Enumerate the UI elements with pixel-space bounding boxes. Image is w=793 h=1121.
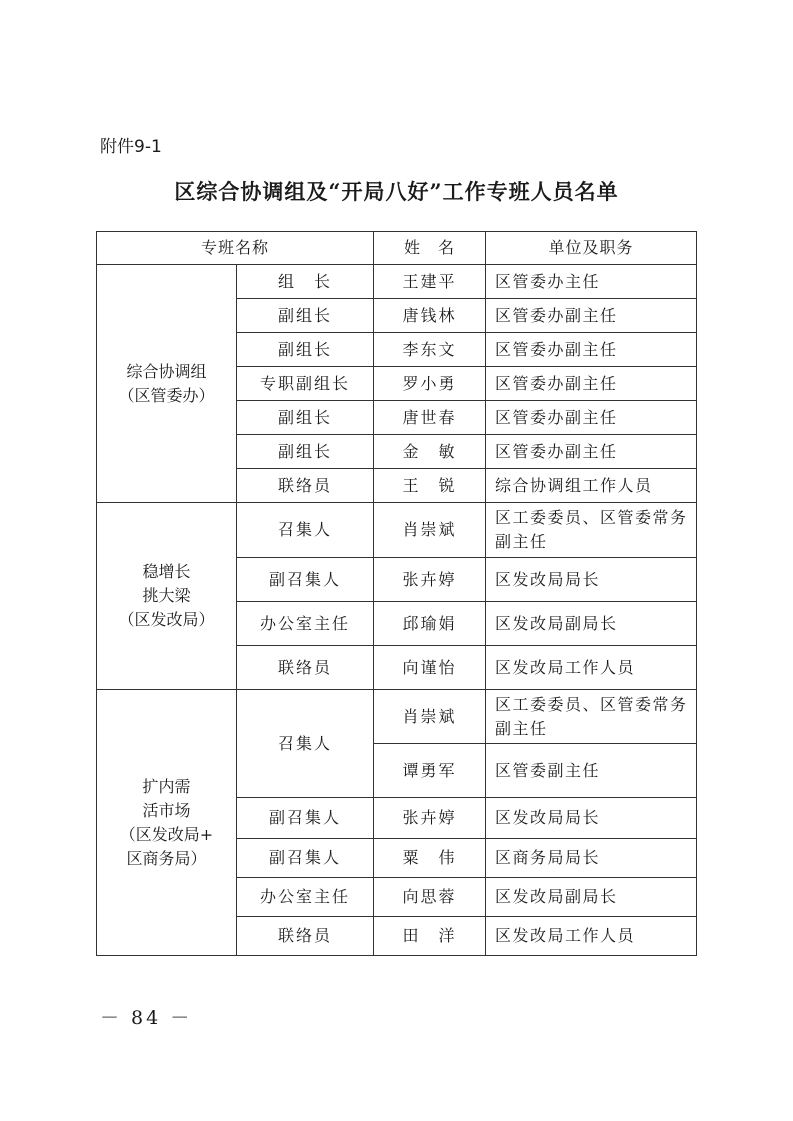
unit-cell: 区管委办副主任 [486,435,697,469]
group-cell [97,503,237,690]
group-cell [97,690,237,956]
name-cell: 邱瑜娟 [374,602,486,646]
name-cell: 肖崇斌 [374,690,486,744]
name-cell: 金 敏 [374,435,486,469]
role-cell: 联络员 [237,469,374,503]
role-cell: 副组长 [237,435,374,469]
unit-cell: 区管委办副主任 [486,401,697,435]
name-cell: 唐钱林 [374,299,486,333]
table-header-row [97,232,697,265]
name-cell: 向谨怡 [374,646,486,690]
role-cell: 副召集人 [237,839,374,878]
name-cell: 王建平 [374,265,486,299]
unit-cell: 区管委办副主任 [486,333,697,367]
role-cell: 副组长 [237,401,374,435]
group-name-line: 挑大梁 [142,586,191,605]
unit-cell: 综合协调组工作人员 [486,469,697,503]
page-number: － 84 － [100,1007,193,1029]
unit-cell: 区发改局局长 [486,558,697,602]
table-row [97,265,697,299]
role-cell: 专职副组长 [237,367,374,401]
unit-cell: 区发改局局长 [486,798,697,839]
header-name: 姓 名 [374,232,486,265]
name-cell: 向思蓉 [374,878,486,917]
name-cell: 田 洋 [374,917,486,956]
role-cell: 副召集人 [237,558,374,602]
document-title: 区综合协调组及“开局八好”工作专班人员名单 [174,179,619,204]
group-name-line: 扩内需 [142,776,191,796]
group-name-line: 活市场 [142,800,191,820]
name-cell: 谭勇军 [374,744,486,798]
unit-cell: 区发改局副局长 [486,602,697,646]
group-name-line: 稳增长 [142,562,191,581]
name-cell: 粟 伟 [374,839,486,878]
unit-cell: 区工委委员、区管委常务副主任 [486,690,697,744]
role-cell: 召集人 [237,503,374,558]
role-cell: 办公室主任 [237,878,374,917]
attachment-label: 附件9-1 [100,137,162,157]
role-cell: 副组长 [237,299,374,333]
role-cell: 召集人 [237,690,374,798]
unit-cell: 区管委办副主任 [486,367,697,401]
role-cell: 办公室主任 [237,602,374,646]
name-cell: 张卉婷 [374,558,486,602]
table-row [97,690,697,744]
header-unit: 单位及职务 [486,232,697,265]
unit-cell: 区发改局副局长 [486,878,697,917]
name-cell: 肖崇斌 [374,503,486,558]
unit-cell: 区商务局局长 [486,839,697,878]
unit-cell: 区管委副主任 [486,744,697,798]
roster-table [96,231,697,956]
role-cell: 副召集人 [237,798,374,839]
role-cell: 组 长 [237,265,374,299]
group-name-line: 综合协调组 [126,361,207,381]
name-cell: 罗小勇 [374,367,486,401]
header-team: 专班名称 [97,232,374,265]
group-name-line: 区商务局） [126,848,207,868]
group-name-line: （区管委办） [118,385,215,405]
group-cell [97,265,237,503]
group-name-line: （区发改局） [118,610,215,629]
name-cell: 唐世春 [374,401,486,435]
unit-cell: 区发改局工作人员 [486,917,697,956]
name-cell: 张卉婷 [374,798,486,839]
name-cell: 李东文 [374,333,486,367]
group-name-line: （区发改局+ [119,824,214,844]
role-cell: 联络员 [237,646,374,690]
role-cell: 联络员 [237,917,374,956]
role-cell: 副组长 [237,333,374,367]
unit-cell: 区工委委员、区管委常务副主任 [486,503,697,558]
unit-cell: 区发改局工作人员 [486,646,697,690]
table-row [97,503,697,558]
unit-cell: 区管委办副主任 [486,299,697,333]
unit-cell: 区管委办主任 [486,265,697,299]
name-cell: 王 锐 [374,469,486,503]
